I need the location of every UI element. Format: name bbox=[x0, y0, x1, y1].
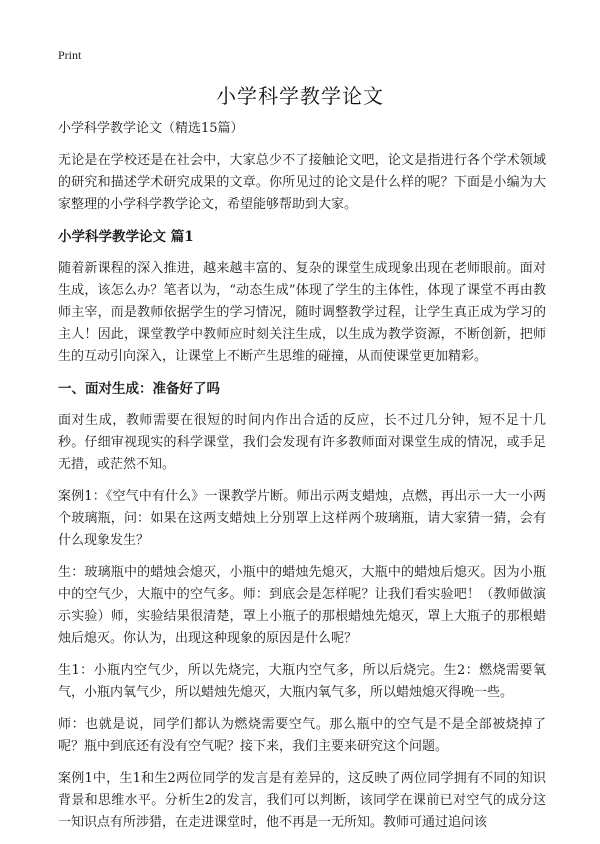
intro-paragraph: 无论是在学校还是在社会中，大家总少不了接触论文吧，论文是指进行各个学术领域的研究和描述学术研究成果的文章。你所见过的论文是什么样的呢？下面是小编为大家整理的小学科学教学论文，希望能够帮助到大家。 bbox=[58, 153, 546, 212]
paragraph: 随着新课程的深入推进，越来越丰富的、复杂的课堂生成现象出现在老师眼前。面对生成，该怎么办？笔者以为，“动态生成”体现了学生的主体性，体现了课堂不再由教师主宰，而是教师依据学生的学习情况，随时调整教学过程，让学生真正成为学习的主人！因此，课堂教学中教师应时刻关注生成，以生成为教学资源，不断创新，把师生的互动引向深入，让课堂上不断产生思维的碰撞，从而使课堂更加精彩。 bbox=[58, 261, 546, 364]
print-label: Print bbox=[58, 48, 82, 62]
paragraph: 案例1中，生1和生2两位同学的发言是有差异的，这反映了两位同学拥有不同的知识背景和思维水平。分析生2的发言，我们可以判断，该同学在课前已对空气的成分这一知识点有所涉猎，在走进课堂时，他不再是一无所知。教师可通过追问该 bbox=[58, 771, 546, 830]
paragraph: 生：玻璃瓶中的蜡烛会熄灭，小瓶中的蜡烛先熄灭，大瓶中的蜡烛后熄灭。因为小瓶中的空气少，大瓶中的空气多。师：到底会是怎样呢？让我们看实验吧！（教师做演示实验）师，实验结果很清楚，罩上小瓶子的那根蜡烛先熄灭，罩上大瓶子的那根蜡烛后熄灭。你认为，出现这种现象的原因是什么呢？ bbox=[58, 565, 546, 646]
sub-heading: 一、面对生成：准备好了吗 bbox=[58, 381, 220, 397]
paragraph: 师：也就是说，同学们都认为燃烧需要空气。那么瓶中的空气是不是全部被烧掉了呢？瓶中到底还有没有空气呢？接下来，我们主要来研究这个问题。 bbox=[58, 717, 546, 754]
document-body bbox=[58, 118, 546, 844]
section-heading: 小学科学教学论文 篇1 bbox=[58, 229, 194, 245]
paragraph: 生1：小瓶内空气少，所以先烧完，大瓶内空气多，所以后烧完。生2：燃烧需要氧气，小瓶内氧气少，所以蜡烛先熄灭，大瓶内氧气多，所以蜡烛熄灭得晚一些。 bbox=[58, 663, 546, 700]
paragraph: 案例1：《空气中有什么》一课教学片断。师出示两支蜡烛，点燃，再出示一大一小两个玻璃瓶，问：如果在这两支蜡烛上分别罩上这样两个玻璃瓶，请大家猜一猜，会有什么现象发生？ bbox=[58, 489, 546, 548]
document-subtitle: 小学科学教学论文（精选15篇） bbox=[58, 121, 244, 136]
page-title: 小学科学教学论文 bbox=[216, 84, 384, 108]
paragraph: 面对生成，教师需要在很短的时间内作出合适的反应，长不过几分钟，短不足十几秒。仔细审视现实的科学课堂，我们会发现有许多教师面对课堂生成的情况，或手足无措，或茫然不知。 bbox=[58, 413, 546, 472]
